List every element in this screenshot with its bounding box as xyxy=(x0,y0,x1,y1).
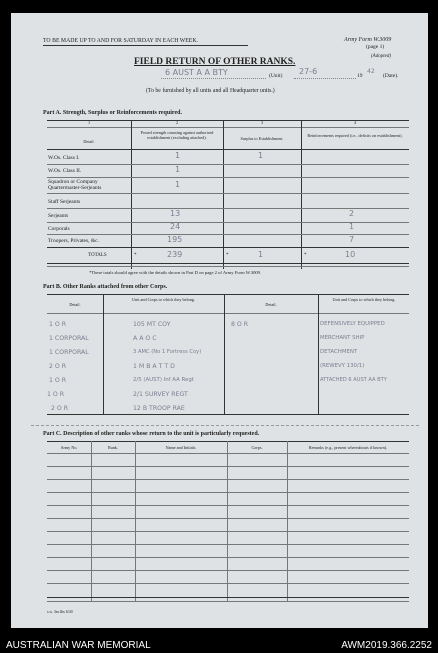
attached-unit-right: ATTACHED 6 AUST AA BTY xyxy=(320,377,387,383)
row-rule xyxy=(47,164,409,165)
part-c-row-rule xyxy=(47,531,409,532)
part-a-header-rule xyxy=(47,149,409,150)
totals-asterisk: * xyxy=(226,253,229,258)
totals-asterisk: * xyxy=(304,253,307,258)
col-header-detail: Detail. xyxy=(83,139,95,144)
year-prefix: 19 xyxy=(357,73,363,79)
col-num-3: 3 xyxy=(260,120,264,125)
row-rule xyxy=(47,208,409,209)
instruction-underline xyxy=(43,45,248,46)
attached-unit-right: MERCHANT SHIP xyxy=(320,335,365,341)
col-num-4: 4 xyxy=(353,120,357,125)
day-value: 27-6 xyxy=(299,67,318,76)
row-label: W.Os. Class II. xyxy=(48,168,82,174)
part-c-row-rule xyxy=(47,492,409,493)
col-header-surplus: Surplus to Establishment. xyxy=(240,136,284,141)
col-header-posted: Posted strength counting against authorised establishment (excluding attached). xyxy=(140,130,214,140)
row-label: Serjeants xyxy=(48,213,69,219)
part-b-title: Part B. Other Ranks attached from other Corps. xyxy=(43,284,168,290)
attached-detail: 1 O R xyxy=(47,391,65,398)
attached-unit-right: DETACHMENT xyxy=(320,349,358,355)
part-b-vline-3 xyxy=(318,294,319,414)
attached-detail: 1 CORPORAL xyxy=(49,335,89,342)
attached-unit: A A O C xyxy=(133,335,157,342)
totals-top-rule xyxy=(47,247,409,248)
part-b-header-detail: Detail. xyxy=(69,302,81,307)
part-c-title: Part C. Description of other ranks whose return to the unit is particularly requested. xyxy=(43,431,260,437)
part-b-header-rule xyxy=(47,313,409,314)
part-a-title: Part A. Strength, Surplus or Reinforcements required. xyxy=(43,110,182,116)
row-label: Squadron or Company Quartermaster-Serjeants xyxy=(48,179,102,191)
total-posted: 239 xyxy=(167,250,183,259)
part-c-vline-4 xyxy=(287,441,288,601)
part-c-vline-3 xyxy=(227,441,228,601)
form-page xyxy=(11,13,428,628)
row-posted: 24 xyxy=(170,222,181,231)
part-b-header-unit: Unit and Corps to which they belong. xyxy=(132,297,195,302)
row-rule xyxy=(47,177,409,178)
attached-unit: 105 MT COY xyxy=(133,321,171,328)
unit-value: 6 AUST A A BTY xyxy=(165,68,228,77)
form-name: Army Form W.3009 xyxy=(344,37,392,43)
attached-detail: 1 O R xyxy=(49,377,67,384)
instruction-text: TO BE MADE UP TO AND FOR SATURDAY IN EACH WEEK. xyxy=(43,38,198,44)
part-c-row-rule xyxy=(47,479,409,480)
page-number: (page 1) xyxy=(366,44,385,50)
part-b-header-detail-2: Detail. xyxy=(265,302,277,307)
part-c-double-rule xyxy=(47,601,409,602)
totals-double-rule xyxy=(47,266,409,267)
part-b-top-rule xyxy=(47,294,409,295)
part-c-header-rule xyxy=(47,453,409,454)
row-reinf: 1 xyxy=(349,222,355,231)
attached-unit-right: (REWEVY 130/1) xyxy=(320,363,365,369)
col-num-2: 2 xyxy=(175,120,179,125)
part-c-vline-2 xyxy=(135,441,136,601)
part-c-row-rule xyxy=(47,557,409,558)
attached-unit: 12 B TROOP RAE xyxy=(133,405,185,412)
part-c-header-name: Name and Initials. xyxy=(165,445,197,450)
row-posted: 195 xyxy=(167,235,183,244)
row-label: Troopers, Privates, &c. xyxy=(48,238,99,244)
print-code: s.w. 3m 4bs 6/40 xyxy=(47,610,73,614)
totals-label: TOTALS xyxy=(88,253,107,258)
unit-line xyxy=(161,78,266,79)
part-c-vline-1 xyxy=(91,441,92,601)
row-label: W.Os. Class I. xyxy=(48,155,80,161)
part-c-row-rule xyxy=(47,583,409,584)
part-c-row-rule xyxy=(47,466,409,467)
row-surplus: 1 xyxy=(258,151,264,160)
total-reinf: 10 xyxy=(345,250,356,259)
part-c-row-rule xyxy=(47,570,409,571)
row-posted: 13 xyxy=(170,209,181,218)
adopted-label: (Adopted) xyxy=(371,54,391,59)
year-value: 42 xyxy=(367,68,375,75)
part-b-header-unit-2: Unit and Corps to which they belong. xyxy=(332,297,396,302)
col-header-reinf: Reinforcements required (i.e., deficits on establishment). xyxy=(307,133,403,138)
attached-detail-right: 8 O R xyxy=(231,321,249,328)
attached-detail: 1 CORPORAL xyxy=(49,349,89,356)
row-reinf: 7 xyxy=(349,235,355,244)
part-c-header-remarks: Remarks (e.g., present whereabouts if known). xyxy=(308,445,388,450)
part-c-top-rule xyxy=(47,441,409,442)
attached-detail: 1 O R xyxy=(49,321,67,328)
part-c-row-rule xyxy=(47,505,409,506)
attached-unit: 1 M B A T T D xyxy=(133,363,175,370)
totals-asterisk: * xyxy=(134,253,137,258)
row-label: Staff Serjeants xyxy=(48,199,81,205)
row-reinf: 2 xyxy=(349,209,355,218)
row-posted: 1 xyxy=(175,165,181,174)
furnished-note: (To be furnished by all units and all Headquarter units.) xyxy=(146,88,275,94)
part-c-header-army-no: Army No. xyxy=(60,445,78,450)
footer-reference: AWM2019.366.2252 xyxy=(341,640,432,651)
part-c-bottom-rule xyxy=(47,597,409,598)
row-rule xyxy=(47,234,409,235)
attached-detail: 2 O R xyxy=(49,363,67,370)
attached-unit: 3 AMC (No 1 Fortress Coy) xyxy=(133,349,202,355)
row-posted: 1 xyxy=(175,180,181,189)
day-line xyxy=(294,78,356,79)
row-rule xyxy=(47,193,409,194)
totals-bottom-rule xyxy=(47,263,409,264)
section-separator xyxy=(31,425,419,426)
attached-unit: 2/5 (AUST) Inf AA Regt xyxy=(133,377,194,383)
row-posted: 1 xyxy=(175,151,181,160)
part-b-bottom-rule xyxy=(47,414,409,415)
attached-unit: 2/1 SURVEY REGT xyxy=(133,391,188,398)
attached-detail: 2 O R xyxy=(51,405,69,412)
date-label: (Date). xyxy=(383,73,399,79)
col-num-1: 1 xyxy=(87,120,91,125)
footer-source: AUSTRALIAN WAR MEMORIAL xyxy=(6,640,151,651)
part-b-vline-1 xyxy=(103,294,104,414)
part-b-vline-2 xyxy=(224,294,225,414)
unit-label: (Unit) xyxy=(269,73,283,79)
part-c-header-corps: Corps. xyxy=(251,445,263,450)
row-rule xyxy=(47,222,409,223)
row-label: Corporals xyxy=(48,226,70,232)
part-c-row-rule xyxy=(47,518,409,519)
form-title: FIELD RETURN OF OTHER RANKS. xyxy=(134,57,296,67)
attached-unit-right: DEFENSIVELY EQUIPPED xyxy=(320,321,385,327)
totals-note: *These totals should agree with the details shown in Part D on page 2 of Army Form W.3009. xyxy=(89,270,262,275)
part-c-header-rank: Rank. xyxy=(108,445,118,450)
total-surplus: 1 xyxy=(258,250,264,259)
part-c-row-rule xyxy=(47,544,409,545)
part-a-num-rule xyxy=(47,127,409,128)
